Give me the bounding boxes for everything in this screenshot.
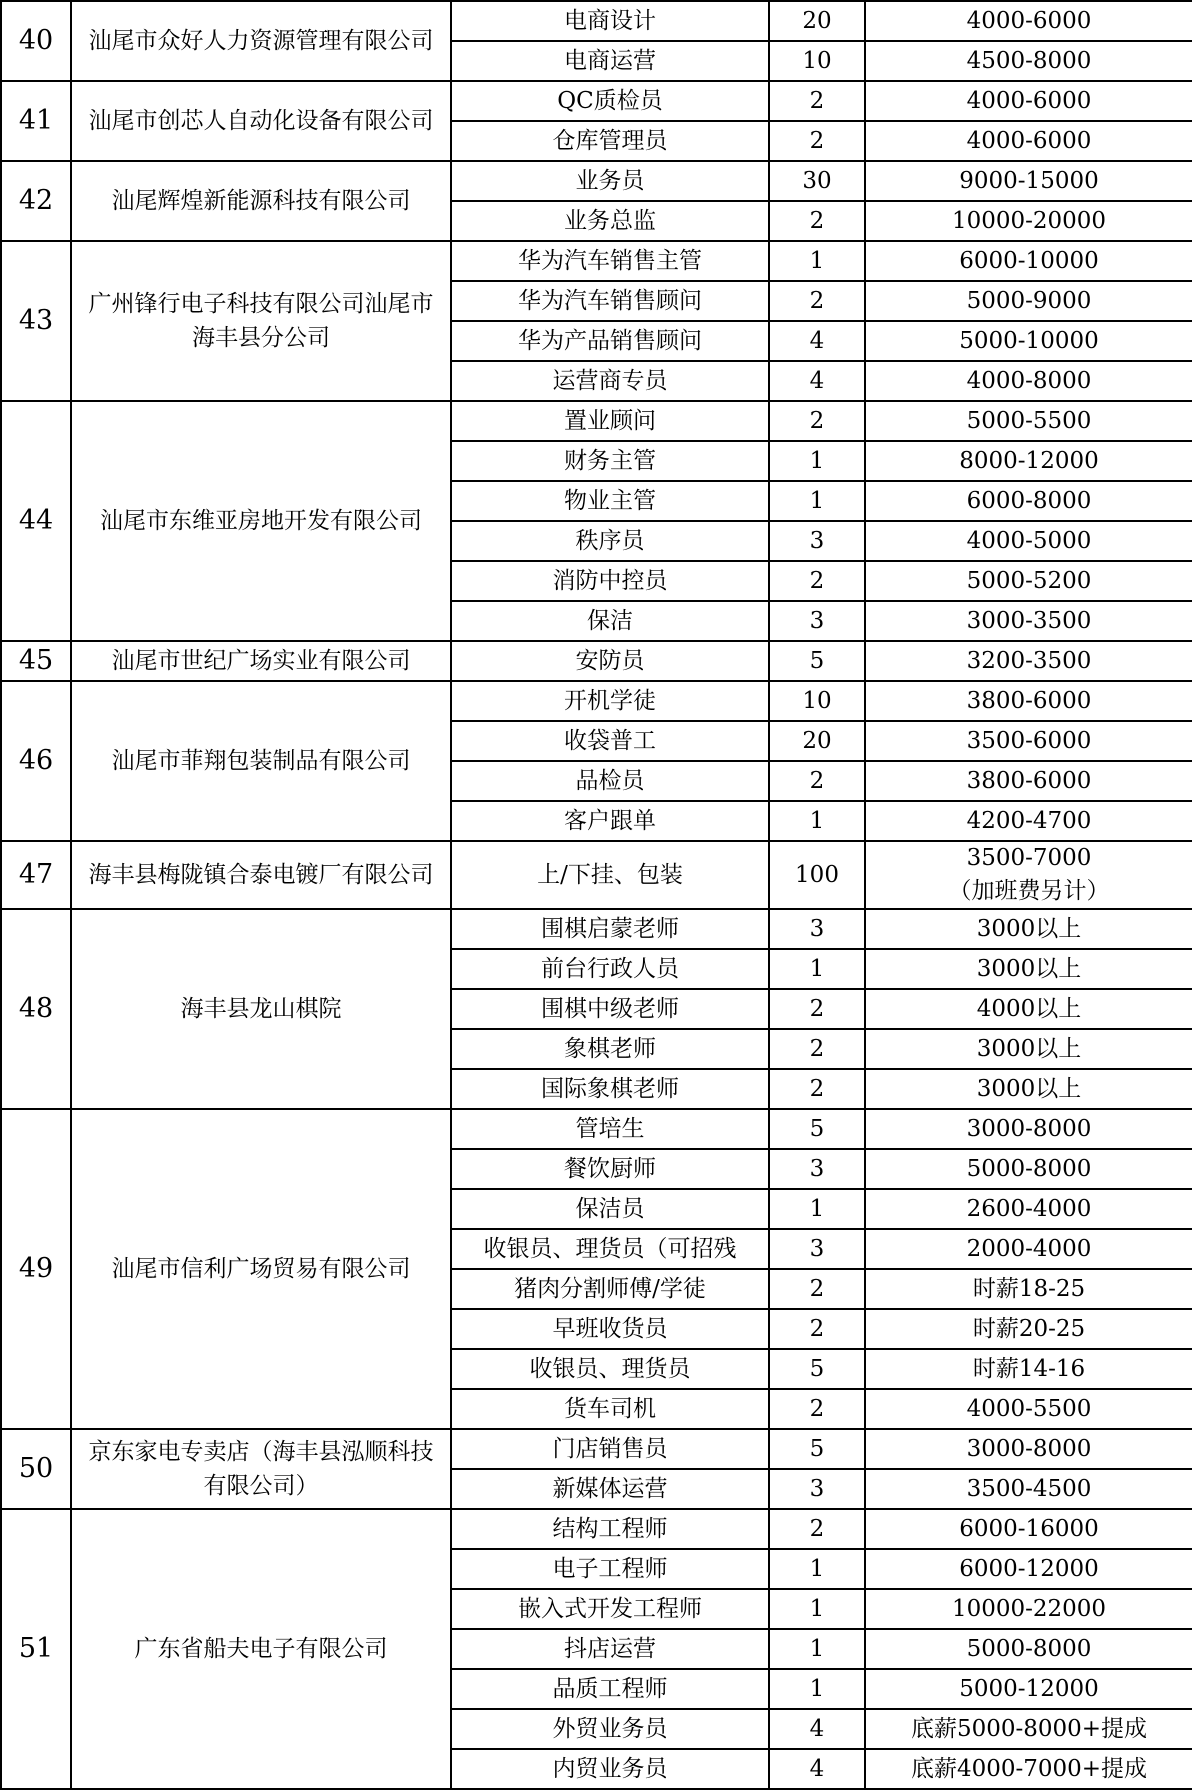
job-headcount: 20 (769, 1, 865, 41)
job-position: 早班收货员 (451, 1309, 769, 1349)
job-salary: 3000-8000 (865, 1429, 1192, 1469)
job-position: 业务总监 (451, 201, 769, 241)
job-salary: 3500-7000 （加班费另计） (865, 841, 1192, 909)
job-headcount: 3 (769, 1229, 865, 1269)
company-name: 海丰县龙山棋院 (71, 909, 451, 1109)
job-headcount: 2 (769, 561, 865, 601)
job-salary: 4000-5500 (865, 1389, 1192, 1429)
job-headcount: 1 (769, 1189, 865, 1229)
job-headcount: 1 (769, 1629, 865, 1669)
company-name: 广东省船夫电子有限公司 (71, 1509, 451, 1789)
job-salary: 4200-4700 (865, 801, 1192, 841)
job-salary: 4000-5000 (865, 521, 1192, 561)
job-position: 新媒体运营 (451, 1469, 769, 1509)
job-position: 前台行政人员 (451, 949, 769, 989)
job-position: 物业主管 (451, 481, 769, 521)
company-name: 汕尾市世纪广场实业有限公司 (71, 641, 451, 681)
job-headcount: 2 (769, 1309, 865, 1349)
job-position: 客户跟单 (451, 801, 769, 841)
job-headcount: 1 (769, 949, 865, 989)
job-headcount: 2 (769, 1389, 865, 1429)
company-name: 汕尾市菲翔包装制品有限公司 (71, 681, 451, 841)
company-name: 汕尾辉煌新能源科技有限公司 (71, 161, 451, 241)
job-salary: 6000-8000 (865, 481, 1192, 521)
job-salary: 3500-4500 (865, 1469, 1192, 1509)
job-salary: 时薪14-16 (865, 1349, 1192, 1389)
job-position: 抖店运营 (451, 1629, 769, 1669)
job-position: 货车司机 (451, 1389, 769, 1429)
company-name: 汕尾市创芯人自动化设备有限公司 (71, 81, 451, 161)
job-headcount: 1 (769, 1549, 865, 1589)
table-row (1, 841, 1192, 909)
job-salary: 4000-6000 (865, 1, 1192, 41)
job-position: 业务员 (451, 161, 769, 201)
job-position: 电商设计 (451, 1, 769, 41)
job-salary: 3000-8000 (865, 1109, 1192, 1149)
job-headcount: 20 (769, 721, 865, 761)
company-number: 47 (1, 841, 71, 909)
job-position: 内贸业务员 (451, 1749, 769, 1789)
job-position: 开机学徒 (451, 681, 769, 721)
job-position: 上/下挂、包装 (451, 841, 769, 909)
job-salary: 3200-3500 (865, 641, 1192, 681)
job-position: 华为产品销售顾问 (451, 321, 769, 361)
job-salary: 3000以上 (865, 909, 1192, 949)
job-salary: 6000-16000 (865, 1509, 1192, 1549)
job-headcount: 2 (769, 401, 865, 441)
job-headcount: 1 (769, 801, 865, 841)
job-salary: 10000-20000 (865, 201, 1192, 241)
job-salary: 3000-3500 (865, 601, 1192, 641)
job-position: 秩序员 (451, 521, 769, 561)
job-position: 收银员、理货员（可招残 (451, 1229, 769, 1269)
company-number: 40 (1, 1, 71, 81)
company-number: 50 (1, 1429, 71, 1509)
job-headcount: 1 (769, 441, 865, 481)
job-salary: 5000-8000 (865, 1149, 1192, 1189)
company-number: 46 (1, 681, 71, 841)
company-number: 43 (1, 241, 71, 401)
company-name: 汕尾市东维亚房地开发有限公司 (71, 401, 451, 641)
job-position: 品质工程师 (451, 1669, 769, 1709)
job-salary: 3800-6000 (865, 761, 1192, 801)
job-position: 保洁 (451, 601, 769, 641)
job-headcount: 5 (769, 1349, 865, 1389)
job-salary: 2000-4000 (865, 1229, 1192, 1269)
job-headcount: 2 (769, 989, 865, 1029)
job-salary: 5000-10000 (865, 321, 1192, 361)
job-headcount: 4 (769, 321, 865, 361)
job-salary: 10000-22000 (865, 1589, 1192, 1629)
job-position: 结构工程师 (451, 1509, 769, 1549)
table-row (1, 81, 1192, 121)
table-row (1, 909, 1192, 949)
job-position: 象棋老师 (451, 1029, 769, 1069)
job-salary: 4500-8000 (865, 41, 1192, 81)
job-headcount: 3 (769, 521, 865, 561)
job-salary: 5000-5500 (865, 401, 1192, 441)
company-number: 42 (1, 161, 71, 241)
job-position: 收袋普工 (451, 721, 769, 761)
job-salary: 5000-12000 (865, 1669, 1192, 1709)
job-position: 消防中控员 (451, 561, 769, 601)
company-number: 44 (1, 401, 71, 641)
job-salary: 2600-4000 (865, 1189, 1192, 1229)
job-salary: 3500-6000 (865, 721, 1192, 761)
job-position: 围棋中级老师 (451, 989, 769, 1029)
job-salary: 时薪18-25 (865, 1269, 1192, 1309)
job-headcount: 2 (769, 281, 865, 321)
job-salary: 3000以上 (865, 1029, 1192, 1069)
job-position: QC质检员 (451, 81, 769, 121)
job-headcount: 2 (769, 201, 865, 241)
job-headcount: 4 (769, 1709, 865, 1749)
table-row (1, 1509, 1192, 1549)
table-row (1, 1109, 1192, 1149)
table-row (1, 241, 1192, 281)
job-position: 管培生 (451, 1109, 769, 1149)
job-headcount: 2 (769, 1509, 865, 1549)
job-position: 收银员、理货员 (451, 1349, 769, 1389)
job-salary: 4000-8000 (865, 361, 1192, 401)
job-salary: 时薪20-25 (865, 1309, 1192, 1349)
table-row (1, 1, 1192, 41)
job-salary: 底薪5000-8000+提成 (865, 1709, 1192, 1749)
table-row (1, 681, 1192, 721)
job-headcount: 5 (769, 1429, 865, 1469)
company-name: 京东家电专卖店（海丰县泓顺科技有限公司） (71, 1429, 451, 1509)
job-headcount: 3 (769, 1149, 865, 1189)
job-salary: 4000-6000 (865, 121, 1192, 161)
job-salary: 3000以上 (865, 1069, 1192, 1109)
job-headcount: 3 (769, 1469, 865, 1509)
job-salary: 9000-15000 (865, 161, 1192, 201)
job-position: 置业顾问 (451, 401, 769, 441)
job-listing-body (1, 1, 1192, 1789)
job-position: 安防员 (451, 641, 769, 681)
job-position: 门店销售员 (451, 1429, 769, 1469)
job-position: 运营商专员 (451, 361, 769, 401)
job-position: 品检员 (451, 761, 769, 801)
job-position: 财务主管 (451, 441, 769, 481)
job-headcount: 4 (769, 1749, 865, 1789)
job-headcount: 3 (769, 909, 865, 949)
job-headcount: 1 (769, 481, 865, 521)
job-headcount: 2 (769, 81, 865, 121)
company-number: 49 (1, 1109, 71, 1429)
job-headcount: 2 (769, 121, 865, 161)
job-salary: 3000以上 (865, 949, 1192, 989)
job-headcount: 10 (769, 41, 865, 81)
table-row (1, 641, 1192, 681)
job-salary: 4000-6000 (865, 81, 1192, 121)
company-name: 汕尾市众好人力资源管理有限公司 (71, 1, 451, 81)
job-headcount: 1 (769, 1589, 865, 1629)
job-position: 仓库管理员 (451, 121, 769, 161)
job-salary: 8000-12000 (865, 441, 1192, 481)
job-position: 国际象棋老师 (451, 1069, 769, 1109)
company-number: 48 (1, 909, 71, 1109)
job-headcount: 2 (769, 1069, 865, 1109)
job-position: 华为汽车销售顾问 (451, 281, 769, 321)
job-headcount: 1 (769, 1669, 865, 1709)
company-number: 41 (1, 81, 71, 161)
job-salary: 5000-8000 (865, 1629, 1192, 1669)
job-headcount: 1 (769, 241, 865, 281)
job-position: 嵌入式开发工程师 (451, 1589, 769, 1629)
job-position: 围棋启蒙老师 (451, 909, 769, 949)
table-row (1, 1429, 1192, 1469)
company-number: 45 (1, 641, 71, 681)
company-name: 海丰县梅陇镇合泰电镀厂有限公司 (71, 841, 451, 909)
job-headcount: 4 (769, 361, 865, 401)
job-headcount: 10 (769, 681, 865, 721)
job-salary: 5000-9000 (865, 281, 1192, 321)
company-name: 广州锋行电子科技有限公司汕尾市海丰县分公司 (71, 241, 451, 401)
job-headcount: 2 (769, 1269, 865, 1309)
table-row (1, 161, 1192, 201)
job-salary: 4000以上 (865, 989, 1192, 1029)
job-headcount: 5 (769, 1109, 865, 1149)
job-salary: 6000-12000 (865, 1549, 1192, 1589)
job-headcount: 100 (769, 841, 865, 909)
job-position: 猪肉分割师傅/学徒 (451, 1269, 769, 1309)
job-position: 华为汽车销售主管 (451, 241, 769, 281)
table-row (1, 401, 1192, 441)
company-number: 51 (1, 1509, 71, 1789)
job-salary: 底薪4000-7000+提成 (865, 1749, 1192, 1789)
company-name: 汕尾市信利广场贸易有限公司 (71, 1109, 451, 1429)
job-position: 餐饮厨师 (451, 1149, 769, 1189)
job-headcount: 2 (769, 761, 865, 801)
job-position: 电子工程师 (451, 1549, 769, 1589)
job-salary: 3800-6000 (865, 681, 1192, 721)
job-position: 电商运营 (451, 41, 769, 81)
job-position: 保洁员 (451, 1189, 769, 1229)
job-salary: 5000-5200 (865, 561, 1192, 601)
job-headcount: 5 (769, 641, 865, 681)
job-headcount: 2 (769, 1029, 865, 1069)
job-salary: 6000-10000 (865, 241, 1192, 281)
job-headcount: 30 (769, 161, 865, 201)
job-headcount: 3 (769, 601, 865, 641)
job-position: 外贸业务员 (451, 1709, 769, 1749)
